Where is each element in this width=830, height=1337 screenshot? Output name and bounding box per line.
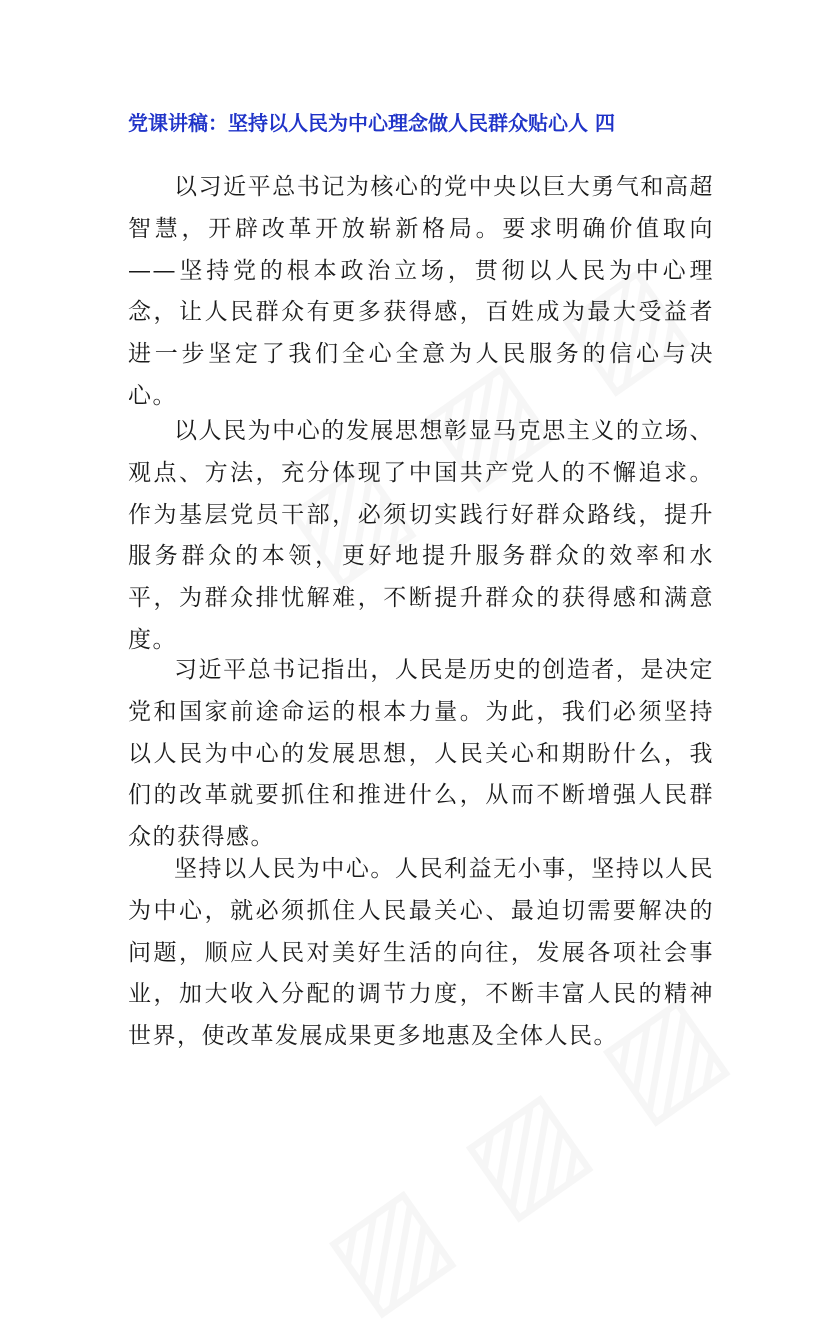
paragraph: 以人民为中心的发展思想彰显马克思主义的立场、观点、方法，充分体现了中国共产党人的不懈追求。作为基层党员干部，必须切实践行好群众路线，提升服务群众的本领，更好地提升服务群众的效率和水平，为群众排忧解难，不断提升群众的获得感和满意度。 [128,418,714,653]
paragraph: 以习近平总书记为核心的党中央以巨大勇气和高超智慧，开辟改革开放崭新格局。要求明确价值取向——坚持党的根本政治立场，贯彻以人民为中心理念，让人民群众有更多获得感，百姓成为最大受益者进一步坚定了我们全心全意为人民服务的信心与决心。 [128,174,714,409]
document-title: 党课讲稿：坚持以人民为中心理念做人民群众贴心人 四 [128,111,615,135]
paragraph: 习近平总书记指出，人民是历史的创造者，是决定党和国家前途命运的根本力量。为此，我们必须坚持以人民为中心的发展思想，人民关心和期盼什么，我们的改革就要抓住和推进什么，从而不断增强人民群众的获得感。 [128,657,714,851]
paragraph: 坚持以人民为中心。人民利益无小事，坚持以人民为中心，就必须抓住人民最关心、最迫切需要解决的问题，顺应人民对美好生活的向往，发展各项社会事业，加大收入分配的调节力度，不断丰富人民的精神世界，使改革发展成果更多地惠及全体人民。 [128,856,714,1050]
